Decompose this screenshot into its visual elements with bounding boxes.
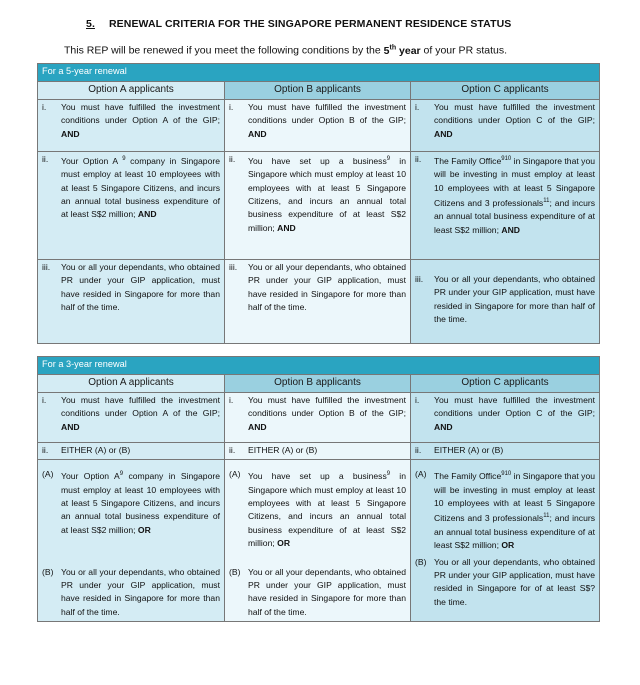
item-conjunction: OR	[137, 524, 151, 535]
item-text-continued: in Singapore which must employ at least 10 employees with at least 5 Singapore Citizens, and incurs an annual total business expenditure of at least S$2 million;	[248, 471, 406, 549]
option-c-condition-iii	[411, 260, 600, 344]
table-row	[38, 555, 600, 622]
item-text: You must have fulfilled the investment conditions under Option C of the GIP;	[434, 395, 596, 419]
three-year-renewal-table	[37, 356, 600, 622]
option-a-condition-b	[38, 555, 225, 622]
item-text: You must have fulfilled the investment conditions under Option A of the GIP;	[61, 102, 220, 126]
footnote-ref: 9	[119, 471, 124, 478]
item-number: iii.	[415, 274, 424, 284]
item-conjunction: OR	[501, 540, 515, 551]
item-number: iii.	[42, 262, 51, 272]
table-row	[38, 100, 600, 152]
option-b-either-line	[225, 443, 411, 460]
item-conjunction: OR	[277, 538, 291, 549]
option-b-condition-a	[225, 460, 411, 555]
footnote-ref: 11	[543, 513, 550, 520]
item-text: EITHER (A) or (B)	[248, 445, 318, 455]
item-conjunction: AND	[137, 209, 157, 220]
item-number: i.	[42, 395, 47, 405]
option-c-either-line	[411, 443, 600, 460]
column-header-option-c: Option C applicants	[411, 82, 600, 100]
item-number: ii.	[42, 154, 49, 164]
item-conjunction: AND	[248, 421, 267, 432]
item-number: (A)	[42, 469, 54, 480]
item-number: iii.	[229, 262, 238, 272]
table-row	[38, 393, 600, 443]
option-a-condition-iii	[38, 260, 225, 344]
item-conjunction: AND	[277, 222, 296, 233]
item-text: The Family Office	[434, 471, 502, 482]
item-text: You have set up a business	[248, 471, 387, 482]
item-conjunction: AND	[434, 128, 453, 139]
item-text: You or all your dependants, who obtained PR under your GIP application, must have resided in Singapore for more than half of the time.	[61, 262, 220, 313]
option-a-condition-ii	[38, 152, 225, 260]
item-number: i.	[42, 102, 47, 112]
footnote-ref: 9	[122, 156, 126, 162]
item-text: You or all your dependants, who obtained PR under your GIP application, must have resided in Singapore for of at least S$? the time.	[434, 556, 596, 607]
table-row	[38, 152, 600, 260]
option-b-condition-iii	[225, 260, 411, 344]
item-text: You or all your dependants, who obtained PR under your GIP application, must have resided in Singapore for more than half of the time.	[434, 274, 596, 325]
item-text: You or all your dependants, who obtained PR under your GIP application, must have resided in Singapore for more than half of the time.	[61, 566, 220, 617]
item-number: i.	[229, 102, 234, 112]
footnote-ref: 11	[543, 198, 550, 205]
item-text: You or all your dependants, who obtained PR under your GIP application, must have resided in Singapore for more than half of the time.	[248, 566, 406, 617]
item-conjunction: AND	[61, 128, 80, 139]
item-text: Your Option A	[61, 155, 118, 166]
footnote-ref: 9	[386, 156, 391, 162]
item-text-continued: in Singapore that you will be investing in must employ at least 10 employees with at least 5 Singapore Citizens and 3 professionals	[434, 155, 596, 208]
intro-year-word: year	[396, 44, 421, 57]
item-number: (A)	[415, 469, 427, 480]
item-text-continued: in Singapore that you will be investing in must employ at least 10 employees with at least 5 Singapore Citizens and 3 professionals	[434, 471, 596, 524]
option-c-condition-ii	[411, 152, 600, 260]
item-number: i.	[415, 395, 420, 405]
item-text: You must have fulfilled the investment conditions under Option B of the GIP;	[248, 102, 406, 126]
column-header-option-a: Option A applicants	[38, 375, 225, 393]
item-text-continued: company in Singapore must employ at least 10 employees with at least 5 Singapore Citizens, and incurs an annual total business expenditure of at least S$2 million;	[61, 471, 220, 535]
section-number: 5.	[86, 18, 95, 30]
item-text: You have set up a business	[248, 155, 387, 166]
column-header-option-b: Option B applicants	[225, 82, 411, 100]
item-number: ii.	[415, 445, 422, 455]
item-number: (A)	[229, 469, 241, 480]
column-header-option-c: Option C applicants	[411, 375, 600, 393]
section-heading	[86, 18, 511, 30]
five-year-renewal-table	[37, 63, 600, 344]
item-number: (B)	[229, 566, 241, 577]
table-title: For a 3-year renewal	[38, 357, 600, 375]
item-number: ii.	[229, 445, 236, 455]
item-text: The Family Office	[434, 155, 502, 166]
item-conjunction: AND	[434, 421, 453, 432]
table-row	[38, 260, 600, 344]
intro-text-end: of your PR status.	[420, 44, 507, 57]
table-row	[38, 443, 600, 460]
table-row	[38, 460, 600, 555]
item-conjunction: AND	[501, 224, 520, 235]
item-number: ii.	[42, 445, 49, 455]
item-text: You or all your dependants, who obtained PR under your GIP application, must have resided in Singapore for more than half of the time.	[248, 262, 406, 313]
option-a-condition-i	[38, 100, 225, 152]
option-a-condition-a	[38, 460, 225, 555]
intro-text: This REP will be renewed if you meet the following conditions by the	[64, 44, 384, 57]
option-b-condition-b	[225, 555, 411, 622]
footnote-ref: 9	[386, 471, 391, 478]
item-text-end: ; and incurs an annual total business expenditure of at least S$2 million;	[434, 513, 596, 551]
table-title: For a 5-year renewal	[38, 64, 600, 82]
option-b-condition-i	[225, 393, 411, 443]
item-text: EITHER (A) or (B)	[61, 445, 131, 455]
item-number: ii.	[229, 154, 236, 164]
item-number: i.	[415, 102, 420, 112]
item-text-continued: in Singapore which must employ at least 10 employees with at least 5 Singapore Citizens, and incurs an annual total business expenditure of at least S$2 million;	[248, 155, 406, 233]
footnote-ref: 910	[501, 156, 512, 162]
column-header-option-a: Option A applicants	[38, 82, 225, 100]
column-header-option-b: Option B applicants	[225, 375, 411, 393]
intro-sentence	[64, 44, 507, 57]
item-text: EITHER (A) or (B)	[434, 445, 504, 455]
item-conjunction: AND	[61, 421, 80, 432]
item-number: (B)	[42, 566, 54, 577]
item-number: i.	[229, 395, 234, 405]
item-text-continued: company in Singapore must employ at least 10 employees with at least 5 Singapore Citizens, and incurs an annual total business expenditure of at least S$2 million;	[61, 155, 221, 220]
item-text: You must have fulfilled the investment conditions under Option A of the GIP;	[61, 395, 220, 419]
option-a-condition-i	[38, 393, 225, 443]
option-c-condition-i	[411, 100, 600, 152]
item-text: You must have fulfilled the investment conditions under Option C of the GIP;	[434, 102, 596, 126]
item-text: You must have fulfilled the investment conditions under Option B of the GIP;	[248, 395, 406, 419]
option-c-condition-b	[411, 555, 600, 622]
section-title: RENEWAL CRITERIA FOR THE SINGAPORE PERMANENT RESIDENCE STATUS	[108, 18, 512, 30]
footnote-ref: 910	[501, 471, 512, 478]
option-c-condition-a	[411, 460, 600, 555]
item-text-end: ; and incurs an annual total business expenditure of at least S$2 million;	[434, 197, 596, 235]
intro-ordinal-suffix: th	[389, 44, 397, 51]
intro-year-number: 5	[383, 44, 390, 57]
item-number: ii.	[415, 154, 422, 164]
option-b-condition-ii	[225, 152, 411, 260]
item-number: (B)	[415, 556, 427, 567]
option-a-either-line	[38, 443, 225, 460]
item-text: Your Option A	[61, 471, 120, 482]
option-b-condition-i	[225, 100, 411, 152]
option-c-condition-i	[411, 393, 600, 443]
item-conjunction: AND	[248, 128, 267, 139]
